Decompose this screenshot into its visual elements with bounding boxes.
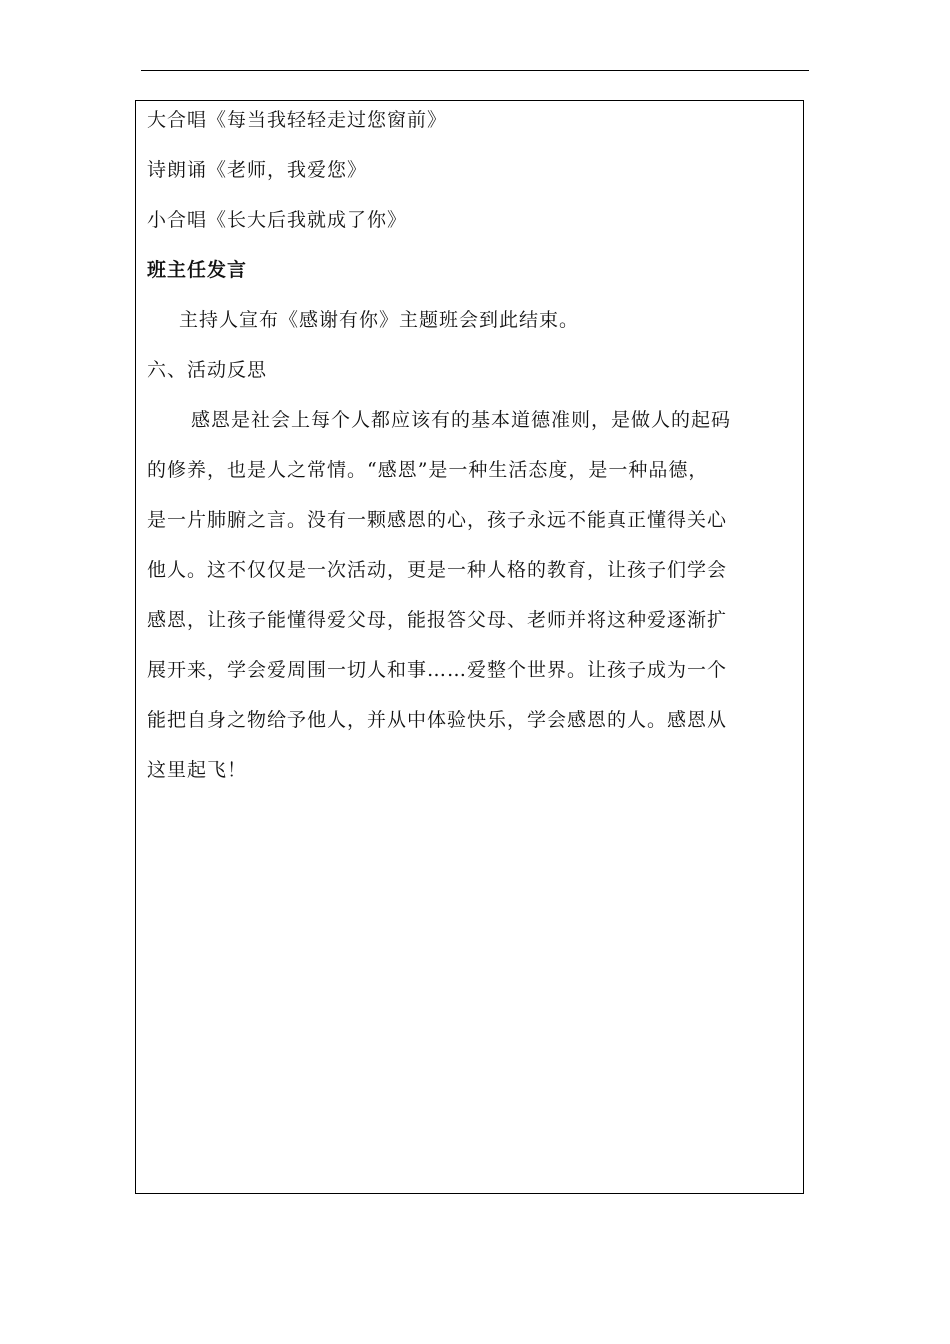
reflection-line: 的修养，也是人之常情。“感恩”是一种生活态度，是一种品德， <box>147 459 709 481</box>
reflection-line: 能把自身之物给予他人，并从中体验快乐，学会感恩的人。感恩从 <box>147 709 728 731</box>
reflection-line: 他人。这不仅仅是一次活动，更是一种人格的教育，让孩子们学会 <box>147 559 728 581</box>
program-item-chorus: 大合唱《每当我轻轻走过您窗前》 <box>147 109 448 131</box>
program-item-small-chorus: 小合唱《长大后我就成了你》 <box>147 209 408 231</box>
reflection-line: 感恩是社会上每个人都应该有的基本道德准则，是做人的起码 <box>191 409 732 431</box>
closing-announcement: 主持人宣布《感谢有你》主题班会到此结束。 <box>179 309 580 331</box>
reflection-line: 这里起飞！ <box>147 759 248 781</box>
reflection-line: 展开来，学会爱周围一切人和事……爱整个世界。让孩子成为一个 <box>147 659 728 681</box>
program-item-teacher-speech: 班主任发言 <box>147 259 248 281</box>
content-box <box>135 100 804 1194</box>
reflection-heading: 六、活动反思 <box>147 359 268 381</box>
program-item-poem: 诗朗诵《老师，我爱您》 <box>147 159 368 181</box>
reflection-line: 感恩，让孩子能懂得爱父母，能报答父母、老师并将这种爱逐渐扩 <box>147 609 728 631</box>
reflection-line: 是一片肺腑之言。没有一颗感恩的心，孩子永远不能真正懂得关心 <box>147 509 728 531</box>
header-rule <box>141 70 809 71</box>
